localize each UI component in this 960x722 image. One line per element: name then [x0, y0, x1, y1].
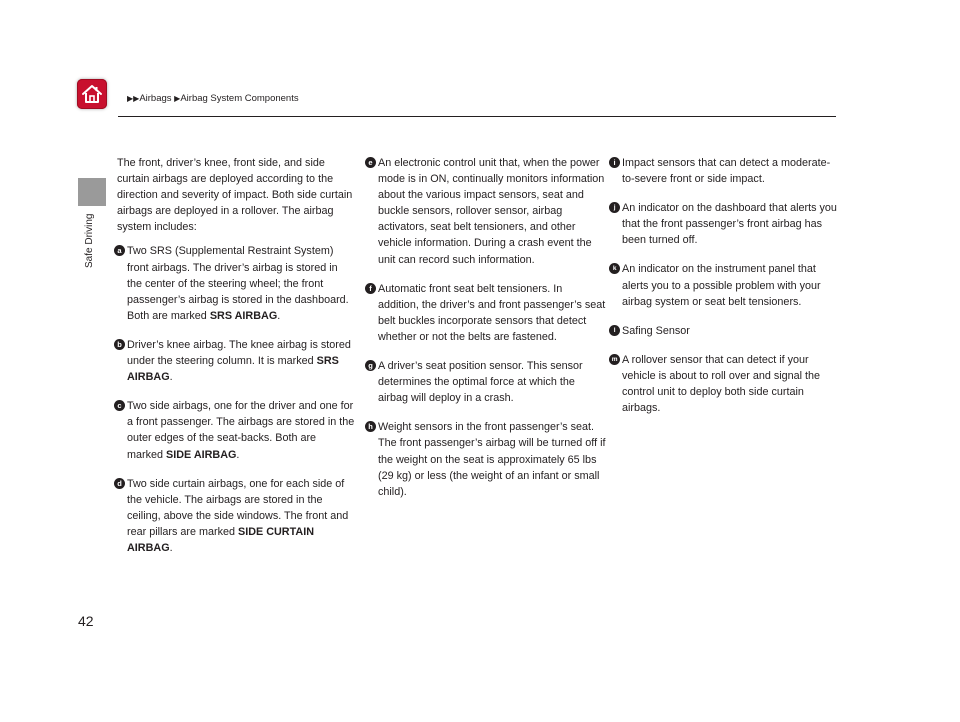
breadcrumb: [127, 93, 299, 104]
column-1: [117, 155, 355, 569]
intro-paragraph: The front, driver’s knee, front side, and side curtain airbags are deployed according to the direction and severity of impact. Both side curtain airbags are deployed in a rollover. The airbag system includes:: [117, 157, 353, 234]
component-item: j An indicator on the dashboard that alerts you that the front passenger’s front airbag has been turned off.: [612, 200, 840, 248]
component-item: l Safing Sensor: [612, 323, 840, 339]
page-number: 42: [78, 613, 94, 629]
callout-number-icon: f: [365, 283, 376, 294]
column-3: [612, 155, 840, 429]
callout-number-icon: i: [609, 157, 620, 168]
breadcrumb-item-airbags[interactable]: Airbags: [139, 93, 172, 104]
callout-number-icon: h: [365, 421, 376, 432]
section-label: Safe Driving: [84, 213, 95, 268]
triangle-right-icon: ▶: [174, 94, 181, 103]
callout-number-icon: a: [114, 245, 125, 256]
component-item: i Impact sensors that can detect a moderate-to-severe front or side impact.: [612, 155, 840, 187]
component-item: d Two side curtain airbags, one for each side of the vehicle. The airbags are stored in the ceiling, above the side windows. The front and rear pillars are marked SIDE CURTAIN AIRBAG.: [117, 476, 355, 556]
callout-number-icon: b: [114, 339, 125, 350]
header-divider: [118, 116, 836, 117]
section-tab[interactable]: [78, 178, 106, 206]
callout-number-icon: d: [114, 478, 125, 489]
callout-number-icon: l: [609, 325, 620, 336]
component-item: a Two SRS (Supplemental Restraint System) front airbags. The driver’s airbag is stored in the center of the steering wheel; the front passenger’s airbag is stored in the dashboard. Both are marked SRS AIRBAG.: [117, 243, 355, 323]
component-item: g A driver’s seat position sensor. This sensor determines the optimal force at which the airbag will deploy in a crash.: [368, 358, 606, 406]
callout-number-icon: e: [365, 157, 376, 168]
callout-number-icon: g: [365, 360, 376, 371]
column-2: [368, 155, 606, 513]
component-item: m A rollover sensor that can detect if your vehicle is about to roll over and signal the control unit to deploy both side curtain airbags.: [612, 352, 840, 416]
home-icon: [81, 83, 103, 105]
component-item: f Automatic front seat belt tensioners. In addition, the driver’s and front passenger’s seat belt buckles incorporate sensors that detect whether or not the belts are fastened.: [368, 281, 606, 345]
home-button[interactable]: [77, 79, 107, 109]
callout-number-icon: c: [114, 400, 125, 411]
component-item: b Driver’s knee airbag. The knee airbag is stored under the steering column. It is marked SRS AIRBAG.: [117, 337, 355, 385]
breadcrumb-item-components[interactable]: Airbag System Components: [180, 93, 299, 104]
callout-number-icon: m: [609, 354, 620, 365]
component-item: c Two side airbags, one for the driver and one for a front passenger. The airbags are stored in the outer edges of the seat-backs. Both are marked SIDE AIRBAG.: [117, 398, 355, 462]
component-item: k An indicator on the instrument panel that alerts you to a possible problem with your airbag system or seat belt tensioners.: [612, 261, 840, 309]
callout-number-icon: j: [609, 202, 620, 213]
component-item: e An electronic control unit that, when the power mode is in ON, continually monitors information about the various impact sensors, seat and buckle sensors, rollover sensor, airbag activators, seat belt tensioners, and other vehicle information. During a crash event the unit can record such information.: [368, 155, 606, 268]
component-item: h Weight sensors in the front passenger’s seat. The front passenger’s airbag will be turned off if the weight on the seat is approximately 65 lbs (29 kg) or less (the weight of an infant or small child).: [368, 419, 606, 499]
callout-number-icon: k: [609, 263, 620, 274]
triangle-right-icon: ▶▶: [127, 94, 140, 103]
